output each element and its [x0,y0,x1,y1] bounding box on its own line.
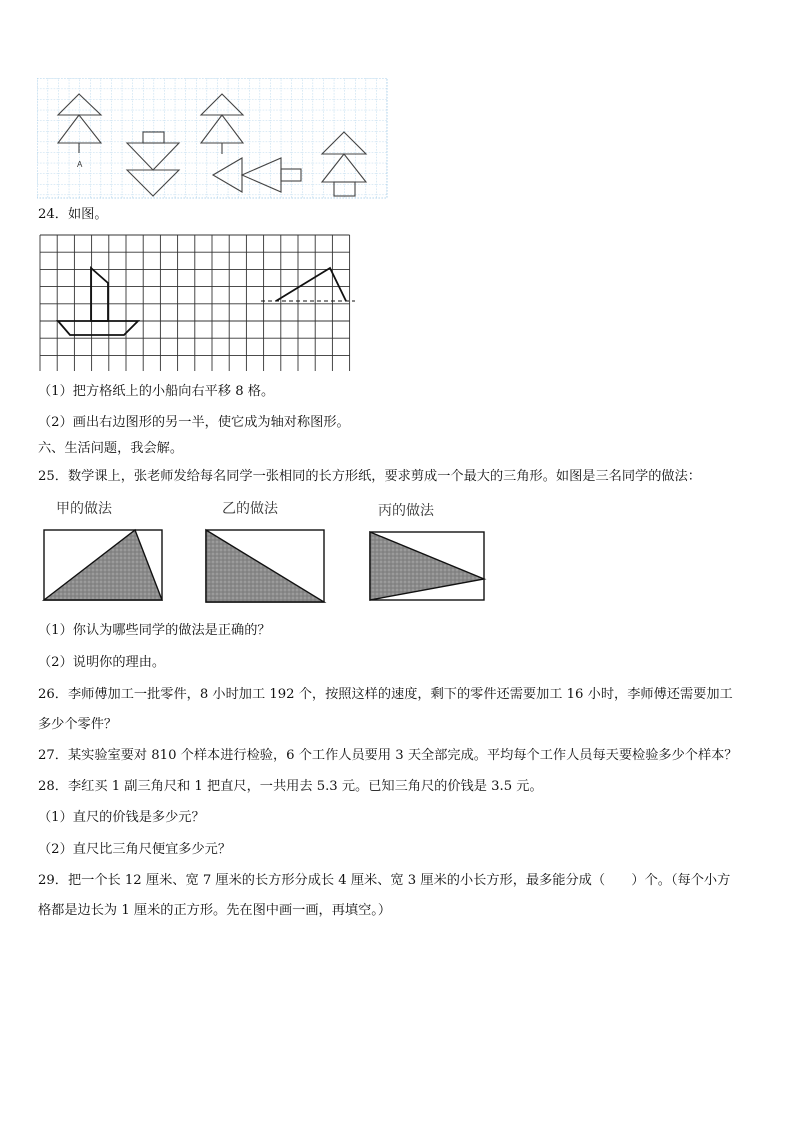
q26-line2: 多少个零件？ [38,717,118,732]
q29-line1: 29．把一个长 12 厘米、宽 7 厘米的长方形分成长 4 厘米、宽 3 厘米的小长方形，最多能分成（ ）个。（每个小方 [38,873,731,888]
jia-method [44,530,162,600]
q26-line1: 26．李师傅加工一批零件，8 小时加工 192 个，按照这样的速度，剩下的零件还需要加工 16 小时，李师傅还需要加工 [38,687,733,702]
q24-grid-figure [38,233,366,371]
q23-tree-grid-figure [37,78,389,200]
yi-method [206,530,324,602]
tree1-mark: A [77,160,83,169]
q28-part2: （2）直尺比三角尺便宜多少元？ [38,842,232,857]
q25-text: 25．数学课上，张老师发给每名同学一张相同的长方形纸，要求剪成一个最大的三角形。如图是三名同学的做法： [38,469,701,484]
caption-bing: 丙的做法 [378,503,434,519]
q24-grid-lines [40,235,350,371]
q28-text: 28．李红买 1 副三角尺和 1 把直尺，一共用去 5.3 元。已知三角尺的价钱是 3.5 元。 [38,779,543,794]
q24-part1: （1）把方格纸上的小船向右平移 8 格。 [38,384,275,399]
boat-sail [91,268,108,321]
section6-title: 六、生活问题，我会解。 [38,441,184,456]
q29-line2: 格都是边长为 1 厘米的正方形。先在图中画一画，再填空。） [38,903,392,918]
q24-title: 24．如图。 [38,207,108,222]
q28-part1: （1）直尺的价钱是多少元？ [38,810,205,825]
q24-part2: （2）画出右边图形的另一半，使它成为轴对称图形。 [38,415,350,430]
bing-method [370,532,484,600]
caption-jia: 甲的做法 [56,501,112,517]
q25-part2: （2）说明你的理由。 [38,655,166,670]
q25-rectangles-figure [40,525,490,605]
caption-yi: 乙的做法 [222,501,278,517]
q27-text: 27．某实验室要对 810 个样本进行检验，6 个工作人员要用 3 天全部完成。平均每个工作人员每天要检验多少个样本？ [38,748,738,763]
half-figure [276,268,346,301]
q25-part1: （1）你认为哪些同学的做法是正确的？ [38,623,271,638]
